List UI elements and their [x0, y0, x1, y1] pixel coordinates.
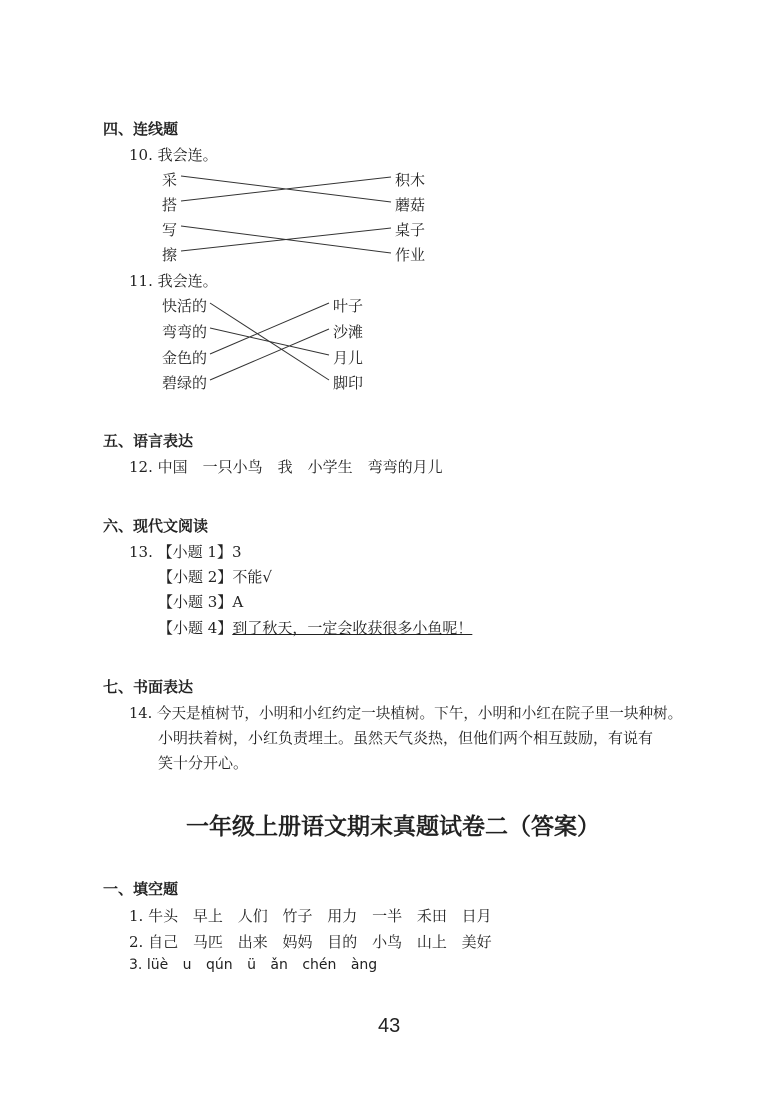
- q11-left-word: 快活的: [162, 297, 208, 315]
- q13-item: [158, 591, 243, 612]
- q13-answer: 不能√: [232, 568, 272, 586]
- section-title-writing: 七、书面表达: [103, 678, 194, 696]
- q2-word: 出来: [237, 933, 268, 951]
- q2-word: 小鸟: [372, 933, 403, 951]
- q1-word: 一半: [372, 907, 403, 925]
- q3-pinyin: chén: [302, 957, 337, 973]
- q1-word: 早上: [192, 907, 223, 925]
- question-11-prompt: 11. 我会连。: [129, 272, 218, 290]
- q11-right-word: 沙滩: [333, 323, 364, 341]
- section-title-reading: 六、现代文阅读: [103, 517, 209, 535]
- q1-word: 日月: [461, 907, 492, 925]
- page-number: 43: [378, 1015, 401, 1037]
- q14-line: 14. 今天是植树节，小明和小红约定一块植树。下午，小明和小红在院子里一块种树。: [129, 705, 683, 722]
- q11-right-word: 脚印: [333, 374, 364, 392]
- q3-pinyin: àng: [350, 957, 378, 973]
- q11-left-word: 碧绿的: [162, 374, 208, 392]
- q1-word: 人们: [237, 907, 268, 925]
- match-line: [181, 177, 391, 201]
- q10-left-word: 写: [162, 221, 178, 239]
- q14-line: 小明扶着树，小红负责埋土。虽然天气炎热，但他们两个相互鼓励，有说有: [158, 729, 654, 747]
- match-line: [210, 328, 329, 355]
- q13-label: 13. 【小题 1】: [129, 543, 232, 561]
- q2-word: 妈妈: [282, 933, 313, 951]
- q11-right-word: 叶子: [333, 297, 364, 315]
- q14-line: 笑十分开心。: [158, 754, 249, 772]
- q1-word: 用力: [327, 907, 358, 925]
- q10-left-word: 采: [162, 171, 178, 189]
- section-title-matching: 四、连线题: [103, 120, 179, 138]
- q1-word: 禾田: [416, 907, 447, 925]
- q3-pinyin: u: [182, 957, 192, 973]
- section-title-expression: 五、语言表达: [103, 432, 194, 450]
- q1-number: 1.: [129, 907, 144, 925]
- q3-answers: [129, 957, 377, 973]
- q2-word: 山上: [416, 933, 447, 951]
- q13-answer: 到了秋天，一定会收获很多小鱼呢！: [232, 619, 473, 637]
- q10-left-word: 搭: [162, 196, 178, 214]
- q3-pinyin: lüè: [146, 957, 169, 973]
- q2-word: 目的: [327, 933, 358, 951]
- q11-right-word: 月儿: [333, 349, 364, 367]
- q1-answers: [129, 905, 492, 926]
- q2-word: 美好: [461, 933, 492, 951]
- q3-pinyin: ǎn: [270, 957, 288, 973]
- q1-word: 牛头: [148, 907, 179, 925]
- q10-right-word: 积木: [395, 171, 426, 189]
- q13-answer: A: [232, 593, 244, 611]
- q10-left-word: 擦: [162, 246, 178, 264]
- q2-word: 自己: [148, 933, 179, 951]
- exam-title: 一年级上册语文期末真题试卷二（答案）: [186, 814, 600, 840]
- q3-number: 3.: [129, 957, 143, 973]
- q11-left-word: 弯弯的: [162, 323, 208, 341]
- section-title-fill-in: 一、填空题: [103, 880, 179, 898]
- q10-right-word: 桌子: [395, 221, 426, 239]
- q13-label: 【小题 2】: [158, 568, 233, 586]
- q13-label: 【小题 3】: [158, 593, 233, 611]
- q3-pinyin: qún: [205, 957, 233, 973]
- q10-right-word: 蘑菇: [395, 196, 426, 214]
- q1-word: 竹子: [282, 907, 313, 925]
- match-line: [210, 303, 329, 354]
- q13-item: [158, 617, 472, 638]
- q13-item: [158, 566, 272, 587]
- match-line: [210, 329, 329, 380]
- q3-pinyin: ü: [247, 957, 256, 973]
- q10-right-word: 作业: [395, 246, 426, 264]
- q13-item: [129, 541, 241, 562]
- question-10-prompt: 10. 我会连。: [129, 146, 218, 164]
- q2-number: 2.: [129, 933, 144, 951]
- q2-answers: [129, 931, 492, 952]
- match-line: [181, 228, 391, 251]
- q11-left-word: 金色的: [162, 349, 208, 367]
- q2-word: 马匹: [192, 933, 223, 951]
- q13-label: 【小题 4】: [158, 619, 233, 637]
- q13-answer: 3: [231, 543, 242, 561]
- question-12-answer: 12. 中国 一只小鸟 我 小学生 弯弯的月儿: [129, 458, 443, 476]
